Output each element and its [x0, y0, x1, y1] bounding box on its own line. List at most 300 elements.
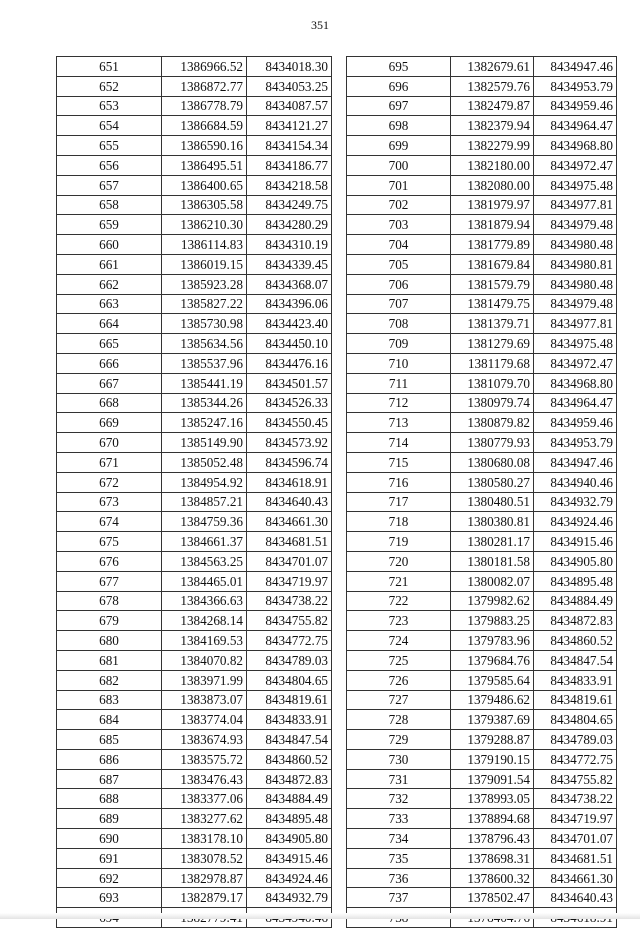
y-coordinate-cell: 8434953.79 [534, 433, 617, 453]
y-coordinate-cell: 8434550.45 [247, 413, 332, 433]
point-number-cell: 720 [347, 551, 451, 571]
x-coordinate-cell: 1385923.28 [162, 274, 247, 294]
table-row [57, 57, 332, 77]
table-row [57, 492, 332, 512]
y-coordinate-cell: 8434789.03 [247, 650, 332, 670]
y-coordinate-cell: 8434368.07 [247, 274, 332, 294]
point-number-cell: 666 [57, 353, 162, 373]
y-coordinate-cell: 8434968.80 [534, 136, 617, 156]
y-coordinate-cell: 8434087.57 [247, 96, 332, 116]
point-number-cell: 662 [57, 274, 162, 294]
table-row [57, 294, 332, 314]
table-row [57, 76, 332, 96]
table-row [57, 631, 332, 651]
y-coordinate-cell: 8434640.43 [247, 492, 332, 512]
y-coordinate-cell: 8434968.80 [534, 373, 617, 393]
point-number-cell: 730 [347, 749, 451, 769]
point-number-cell: 709 [347, 334, 451, 354]
x-coordinate-cell: 1385730.98 [162, 314, 247, 334]
table-row [57, 611, 332, 631]
point-number-cell: 705 [347, 254, 451, 274]
x-coordinate-cell: 1383078.52 [162, 848, 247, 868]
x-coordinate-cell: 1386966.52 [162, 57, 247, 77]
point-number-cell: 664 [57, 314, 162, 334]
x-coordinate-cell: 1381879.94 [451, 215, 534, 235]
table-row [347, 215, 617, 235]
y-coordinate-cell: 8434526.33 [247, 393, 332, 413]
x-coordinate-cell: 1380480.51 [451, 492, 534, 512]
x-coordinate-cell: 1383774.04 [162, 710, 247, 730]
table-row [347, 551, 617, 571]
x-coordinate-cell: 1385441.19 [162, 373, 247, 393]
table-row [57, 670, 332, 690]
x-coordinate-cell: 1379783.96 [451, 631, 534, 651]
point-number-cell: 702 [347, 195, 451, 215]
table-row [57, 393, 332, 413]
y-coordinate-cell: 8434847.54 [534, 650, 617, 670]
table-row [57, 512, 332, 532]
table-row [347, 749, 617, 769]
page-number: 351 [311, 18, 329, 32]
x-coordinate-cell: 1380580.27 [451, 472, 534, 492]
table-row [57, 789, 332, 809]
point-number-cell: 682 [57, 670, 162, 690]
point-number-cell: 675 [57, 532, 162, 552]
point-number-cell: 653 [57, 96, 162, 116]
table-row [347, 393, 617, 413]
y-coordinate-cell: 8434884.49 [247, 789, 332, 809]
x-coordinate-cell: 1386305.58 [162, 195, 247, 215]
table-row [57, 235, 332, 255]
table-row [57, 413, 332, 433]
table-row [57, 155, 332, 175]
y-coordinate-cell: 8434701.07 [247, 551, 332, 571]
y-coordinate-cell: 8434915.46 [534, 532, 617, 552]
table-row [347, 96, 617, 116]
table-row [57, 334, 332, 354]
x-coordinate-cell: 1381979.97 [451, 195, 534, 215]
point-number-cell: 689 [57, 809, 162, 829]
y-coordinate-cell: 8434618.91 [247, 472, 332, 492]
y-coordinate-cell: 8434980.48 [534, 274, 617, 294]
x-coordinate-cell: 1386114.83 [162, 235, 247, 255]
point-number-cell: 655 [57, 136, 162, 156]
y-coordinate-cell: 8434860.52 [534, 631, 617, 651]
table-row [347, 452, 617, 472]
y-coordinate-cell: 8434501.57 [247, 373, 332, 393]
y-coordinate-cell: 8434476.16 [247, 353, 332, 373]
table-row [347, 57, 617, 77]
table-row [57, 254, 332, 274]
x-coordinate-cell: 1385344.26 [162, 393, 247, 413]
table-row [57, 472, 332, 492]
x-coordinate-cell: 1384759.36 [162, 512, 247, 532]
table-row [57, 215, 332, 235]
table-row [347, 730, 617, 750]
x-coordinate-cell: 1386495.51 [162, 155, 247, 175]
y-coordinate-cell: 8434280.29 [247, 215, 332, 235]
x-coordinate-cell: 1379883.25 [451, 611, 534, 631]
x-coordinate-cell: 1381579.79 [451, 274, 534, 294]
point-number-cell: 717 [347, 492, 451, 512]
x-coordinate-cell: 1382679.61 [451, 57, 534, 77]
x-coordinate-cell: 1380779.93 [451, 433, 534, 453]
y-coordinate-cell: 8434947.46 [534, 452, 617, 472]
x-coordinate-cell: 1383575.72 [162, 749, 247, 769]
table-row [57, 136, 332, 156]
x-coordinate-cell: 1386590.16 [162, 136, 247, 156]
table-row [347, 868, 617, 888]
table-row [57, 710, 332, 730]
x-coordinate-cell: 1382279.99 [451, 136, 534, 156]
x-coordinate-cell: 1380281.17 [451, 532, 534, 552]
y-coordinate-cell: 8434940.46 [534, 472, 617, 492]
y-coordinate-cell: 8434755.82 [534, 769, 617, 789]
x-coordinate-cell: 1383178.10 [162, 829, 247, 849]
table-row [57, 571, 332, 591]
table-row [347, 532, 617, 552]
table-row [347, 472, 617, 492]
x-coordinate-cell: 1383674.93 [162, 730, 247, 750]
table-row [347, 492, 617, 512]
y-coordinate-cell: 8434804.65 [247, 670, 332, 690]
x-coordinate-cell: 1386400.65 [162, 175, 247, 195]
y-coordinate-cell: 8434964.47 [534, 393, 617, 413]
point-number-cell: 719 [347, 532, 451, 552]
point-number-cell: 733 [347, 809, 451, 829]
x-coordinate-cell: 1384169.53 [162, 631, 247, 651]
coordinates-table-left-body [57, 57, 332, 928]
point-number-cell: 661 [57, 254, 162, 274]
y-coordinate-cell: 8434789.03 [534, 730, 617, 750]
table-row [57, 353, 332, 373]
point-number-cell: 667 [57, 373, 162, 393]
point-number-cell: 678 [57, 591, 162, 611]
point-number-cell: 680 [57, 631, 162, 651]
point-number-cell: 676 [57, 551, 162, 571]
x-coordinate-cell: 1384563.25 [162, 551, 247, 571]
table-row [347, 631, 617, 651]
y-coordinate-cell: 8434833.91 [534, 670, 617, 690]
x-coordinate-cell: 1379585.64 [451, 670, 534, 690]
x-coordinate-cell: 1384857.21 [162, 492, 247, 512]
point-number-cell: 677 [57, 571, 162, 591]
y-coordinate-cell: 8434979.48 [534, 215, 617, 235]
y-coordinate-cell: 8434975.48 [534, 334, 617, 354]
point-number-cell: 669 [57, 413, 162, 433]
table-row [347, 769, 617, 789]
x-coordinate-cell: 1385537.96 [162, 353, 247, 373]
point-number-cell: 737 [347, 888, 451, 908]
point-number-cell: 656 [57, 155, 162, 175]
table-row [347, 611, 617, 631]
table-row [347, 294, 617, 314]
x-coordinate-cell: 1384366.63 [162, 591, 247, 611]
table-row [57, 551, 332, 571]
y-coordinate-cell: 8434980.81 [534, 254, 617, 274]
x-coordinate-cell: 1385247.16 [162, 413, 247, 433]
table-row [57, 314, 332, 334]
y-coordinate-cell: 8434186.77 [247, 155, 332, 175]
point-number-cell: 672 [57, 472, 162, 492]
table-row [347, 274, 617, 294]
point-number-cell: 731 [347, 769, 451, 789]
point-number-cell: 712 [347, 393, 451, 413]
point-number-cell: 729 [347, 730, 451, 750]
x-coordinate-cell: 1382978.87 [162, 868, 247, 888]
point-number-cell: 670 [57, 433, 162, 453]
y-coordinate-cell: 8434895.48 [534, 571, 617, 591]
point-number-cell: 697 [347, 96, 451, 116]
x-coordinate-cell: 1383277.62 [162, 809, 247, 829]
x-coordinate-cell: 1382379.94 [451, 116, 534, 136]
x-coordinate-cell: 1382879.17 [162, 888, 247, 908]
x-coordinate-cell: 1386684.59 [162, 116, 247, 136]
y-coordinate-cell: 8434977.81 [534, 195, 617, 215]
table-row [347, 413, 617, 433]
x-coordinate-cell: 1380082.07 [451, 571, 534, 591]
point-number-cell: 673 [57, 492, 162, 512]
y-coordinate-cell: 8434018.30 [247, 57, 332, 77]
x-coordinate-cell: 1378600.32 [451, 868, 534, 888]
point-number-cell: 707 [347, 294, 451, 314]
x-coordinate-cell: 1382080.00 [451, 175, 534, 195]
table-row [57, 749, 332, 769]
table-row [57, 175, 332, 195]
table-row [347, 809, 617, 829]
y-coordinate-cell: 8434932.79 [534, 492, 617, 512]
table-row [347, 76, 617, 96]
point-number-cell: 726 [347, 670, 451, 690]
x-coordinate-cell: 1381379.71 [451, 314, 534, 334]
y-coordinate-cell: 8434218.58 [247, 175, 332, 195]
y-coordinate-cell: 8434661.30 [534, 868, 617, 888]
x-coordinate-cell: 1379982.62 [451, 591, 534, 611]
point-number-cell: 735 [347, 848, 451, 868]
table-row [57, 591, 332, 611]
y-coordinate-cell: 8434681.51 [247, 532, 332, 552]
point-number-cell: 715 [347, 452, 451, 472]
point-number-cell: 736 [347, 868, 451, 888]
y-coordinate-cell: 8434596.74 [247, 452, 332, 472]
table-row [57, 730, 332, 750]
point-number-cell: 671 [57, 452, 162, 472]
table-row [57, 690, 332, 710]
x-coordinate-cell: 1383476.43 [162, 769, 247, 789]
x-coordinate-cell: 1381779.89 [451, 235, 534, 255]
table-row [57, 809, 332, 829]
point-number-cell: 652 [57, 76, 162, 96]
y-coordinate-cell: 8434310.19 [247, 235, 332, 255]
y-coordinate-cell: 8434249.75 [247, 195, 332, 215]
table-row [347, 690, 617, 710]
table-row [57, 195, 332, 215]
y-coordinate-cell: 8434719.97 [534, 809, 617, 829]
table-row [347, 175, 617, 195]
y-coordinate-cell: 8434979.48 [534, 294, 617, 314]
y-coordinate-cell: 8434959.46 [534, 96, 617, 116]
point-number-cell: 679 [57, 611, 162, 631]
x-coordinate-cell: 1378894.68 [451, 809, 534, 829]
x-coordinate-cell: 1378698.31 [451, 848, 534, 868]
point-number-cell: 713 [347, 413, 451, 433]
point-number-cell: 681 [57, 650, 162, 670]
point-number-cell: 706 [347, 274, 451, 294]
y-coordinate-cell: 8434972.47 [534, 155, 617, 175]
table-row [347, 848, 617, 868]
scan-edge [0, 913, 640, 919]
y-coordinate-cell: 8434953.79 [534, 76, 617, 96]
x-coordinate-cell: 1380380.81 [451, 512, 534, 532]
point-number-cell: 691 [57, 848, 162, 868]
table-row [57, 848, 332, 868]
y-coordinate-cell: 8434924.46 [247, 868, 332, 888]
table-row [347, 116, 617, 136]
point-number-cell: 668 [57, 393, 162, 413]
table-row [57, 888, 332, 908]
point-number-cell: 723 [347, 611, 451, 631]
y-coordinate-cell: 8434053.25 [247, 76, 332, 96]
point-number-cell: 683 [57, 690, 162, 710]
point-number-cell: 711 [347, 373, 451, 393]
x-coordinate-cell: 1385634.56 [162, 334, 247, 354]
point-number-cell: 721 [347, 571, 451, 591]
y-coordinate-cell: 8434738.22 [247, 591, 332, 611]
x-coordinate-cell: 1385827.22 [162, 294, 247, 314]
point-number-cell: 688 [57, 789, 162, 809]
point-number-cell: 684 [57, 710, 162, 730]
table-row [347, 155, 617, 175]
y-coordinate-cell: 8434450.10 [247, 334, 332, 354]
x-coordinate-cell: 1382180.00 [451, 155, 534, 175]
x-coordinate-cell: 1380181.58 [451, 551, 534, 571]
table-row [347, 789, 617, 809]
point-number-cell: 710 [347, 353, 451, 373]
x-coordinate-cell: 1385052.48 [162, 452, 247, 472]
table-row [347, 670, 617, 690]
point-number-cell: 725 [347, 650, 451, 670]
point-number-cell: 687 [57, 769, 162, 789]
table-row [347, 195, 617, 215]
table-row [347, 353, 617, 373]
x-coordinate-cell: 1378502.47 [451, 888, 534, 908]
x-coordinate-cell: 1386019.15 [162, 254, 247, 274]
table-row [57, 650, 332, 670]
table-row [347, 591, 617, 611]
y-coordinate-cell: 8434895.48 [247, 809, 332, 829]
y-coordinate-cell: 8434772.75 [534, 749, 617, 769]
y-coordinate-cell: 8434661.30 [247, 512, 332, 532]
point-number-cell: 692 [57, 868, 162, 888]
point-number-cell: 714 [347, 433, 451, 453]
x-coordinate-cell: 1384070.82 [162, 650, 247, 670]
table-row [347, 512, 617, 532]
table-row [347, 373, 617, 393]
y-coordinate-cell: 8434681.51 [534, 848, 617, 868]
x-coordinate-cell: 1386872.77 [162, 76, 247, 96]
table-row [347, 334, 617, 354]
y-coordinate-cell: 8434154.34 [247, 136, 332, 156]
point-number-cell: 685 [57, 730, 162, 750]
x-coordinate-cell: 1380879.82 [451, 413, 534, 433]
point-number-cell: 665 [57, 334, 162, 354]
table-row [57, 769, 332, 789]
point-number-cell: 658 [57, 195, 162, 215]
x-coordinate-cell: 1379387.69 [451, 710, 534, 730]
point-number-cell: 698 [347, 116, 451, 136]
y-coordinate-cell: 8434884.49 [534, 591, 617, 611]
table-row [347, 650, 617, 670]
x-coordinate-cell: 1380680.08 [451, 452, 534, 472]
x-coordinate-cell: 1378993.05 [451, 789, 534, 809]
point-number-cell: 657 [57, 175, 162, 195]
table-row [57, 96, 332, 116]
y-coordinate-cell: 8434819.61 [534, 690, 617, 710]
y-coordinate-cell: 8434573.92 [247, 433, 332, 453]
x-coordinate-cell: 1386778.79 [162, 96, 247, 116]
point-number-cell: 654 [57, 116, 162, 136]
x-coordinate-cell: 1380979.74 [451, 393, 534, 413]
point-number-cell: 693 [57, 888, 162, 908]
table-row [57, 116, 332, 136]
table-row [57, 373, 332, 393]
x-coordinate-cell: 1378796.43 [451, 829, 534, 849]
x-coordinate-cell: 1381179.68 [451, 353, 534, 373]
y-coordinate-cell: 8434719.97 [247, 571, 332, 591]
x-coordinate-cell: 1383971.99 [162, 670, 247, 690]
x-coordinate-cell: 1384661.37 [162, 532, 247, 552]
y-coordinate-cell: 8434980.48 [534, 235, 617, 255]
point-number-cell: 651 [57, 57, 162, 77]
point-number-cell: 663 [57, 294, 162, 314]
x-coordinate-cell: 1383873.07 [162, 690, 247, 710]
y-coordinate-cell: 8434872.83 [534, 611, 617, 631]
point-number-cell: 734 [347, 829, 451, 849]
y-coordinate-cell: 8434975.48 [534, 175, 617, 195]
x-coordinate-cell: 1383377.06 [162, 789, 247, 809]
y-coordinate-cell: 8434860.52 [247, 749, 332, 769]
y-coordinate-cell: 8434396.06 [247, 294, 332, 314]
x-coordinate-cell: 1384268.14 [162, 611, 247, 631]
point-number-cell: 704 [347, 235, 451, 255]
table-row [347, 433, 617, 453]
point-number-cell: 727 [347, 690, 451, 710]
table-row [347, 136, 617, 156]
x-coordinate-cell: 1379190.15 [451, 749, 534, 769]
y-coordinate-cell: 8434947.46 [534, 57, 617, 77]
point-number-cell: 674 [57, 512, 162, 532]
point-number-cell: 722 [347, 591, 451, 611]
y-coordinate-cell: 8434972.47 [534, 353, 617, 373]
y-coordinate-cell: 8434819.61 [247, 690, 332, 710]
coordinates-table-left [56, 56, 332, 928]
table-row [347, 888, 617, 908]
table-row [57, 433, 332, 453]
y-coordinate-cell: 8434804.65 [534, 710, 617, 730]
table-row [347, 571, 617, 591]
table-row [347, 710, 617, 730]
point-number-cell: 718 [347, 512, 451, 532]
table-row [57, 452, 332, 472]
y-coordinate-cell: 8434915.46 [247, 848, 332, 868]
table-row [57, 868, 332, 888]
x-coordinate-cell: 1384465.01 [162, 571, 247, 591]
x-coordinate-cell: 1381679.84 [451, 254, 534, 274]
point-number-cell: 700 [347, 155, 451, 175]
point-number-cell: 716 [347, 472, 451, 492]
table-row [57, 532, 332, 552]
point-number-cell: 690 [57, 829, 162, 849]
